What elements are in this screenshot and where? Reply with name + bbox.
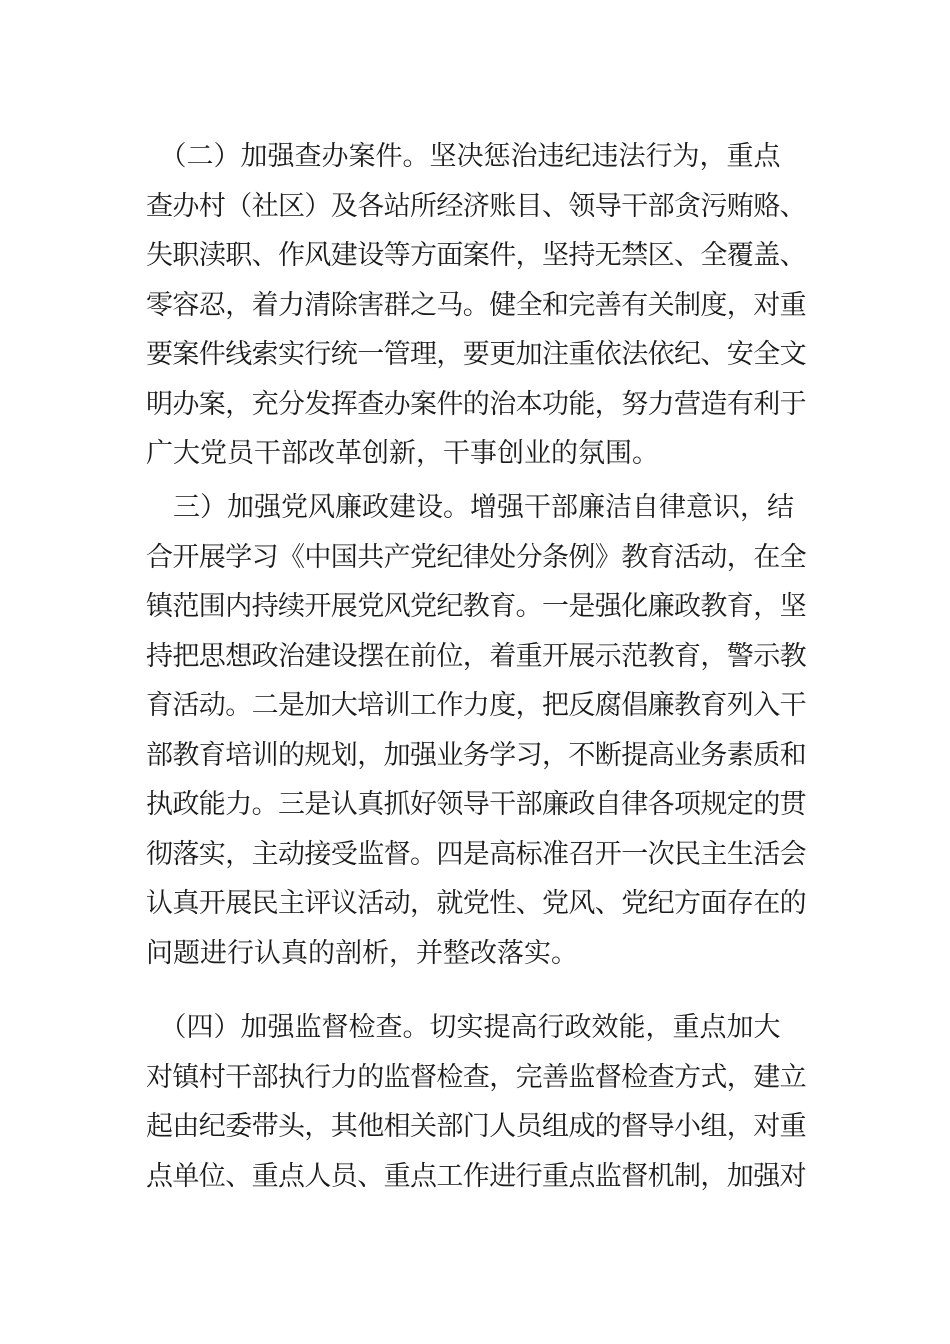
- text-line: 查办村（社区）及各站所经济账目、领导干部贪污贿赂、: [146, 190, 806, 222]
- text-line: 问题进行认真的剖析，并整改落实。: [146, 937, 578, 969]
- paragraph-case-investigation: [146, 132, 806, 479]
- text-line: （二）加强查办案件。坚决惩治违纪违法行为，重点: [146, 141, 781, 172]
- text-line: 零容忍，着力清除害群之马。健全和完善有关制度，对重: [146, 289, 806, 321]
- text-line: 部教育培训的规划，加强业务学习，不断提高业务素质和: [146, 739, 806, 771]
- paragraph-supervision: [146, 1003, 806, 1201]
- text-line: 合开展学习《中国共产党纪律处分条例》教育活动，在全: [146, 541, 806, 573]
- text-line: 镇范围内持续开展党风党纪教育。一是强化廉政教育，坚: [146, 591, 806, 622]
- text-line: 认真开展民主评议活动，就党性、党风、党纪方面存在的: [146, 888, 806, 919]
- text-line: 要案件线索实行统一管理，要更加注重依法依纪、安全文: [146, 339, 806, 370]
- text-line: 育活动。二是加大培训工作力度，把反腐倡廉教育列入干: [146, 690, 806, 721]
- text-line: 对镇村干部执行力的监督检查，完善监督检查方式，建立: [146, 1061, 806, 1093]
- text-line: 三）加强党风廉政建设。增强干部廉洁自律意识，结: [146, 492, 794, 523]
- text-line: 点单位、重点人员、重点工作进行重点监督机制，加强对: [146, 1160, 806, 1192]
- text-line: 失职渎职、作风建设等方面案件，坚持无禁区、全覆盖、: [146, 240, 806, 271]
- text-line: 持把思想政治建设摆在前位，着重开展示范教育，警示教: [146, 640, 806, 672]
- paragraph-party-conduct: [146, 483, 806, 978]
- text-line: 明办案，充分发挥查办案件的治本功能，努力营造有利于: [146, 388, 806, 420]
- text-line: 彻落实，主动接受监督。四是高标准召开一次民主生活会: [146, 838, 806, 870]
- text-line: 起由纪委带头，其他相关部门人员组成的督导小组，对重: [146, 1111, 806, 1142]
- text-line: （四）加强监督检查。切实提高行政效能，重点加大: [146, 1012, 781, 1043]
- text-line: 广大党员干部改革创新，干事创业的氛围。: [146, 438, 659, 469]
- text-line: 执政能力。三是认真抓好领导干部廉政自律各项规定的贯: [146, 789, 806, 820]
